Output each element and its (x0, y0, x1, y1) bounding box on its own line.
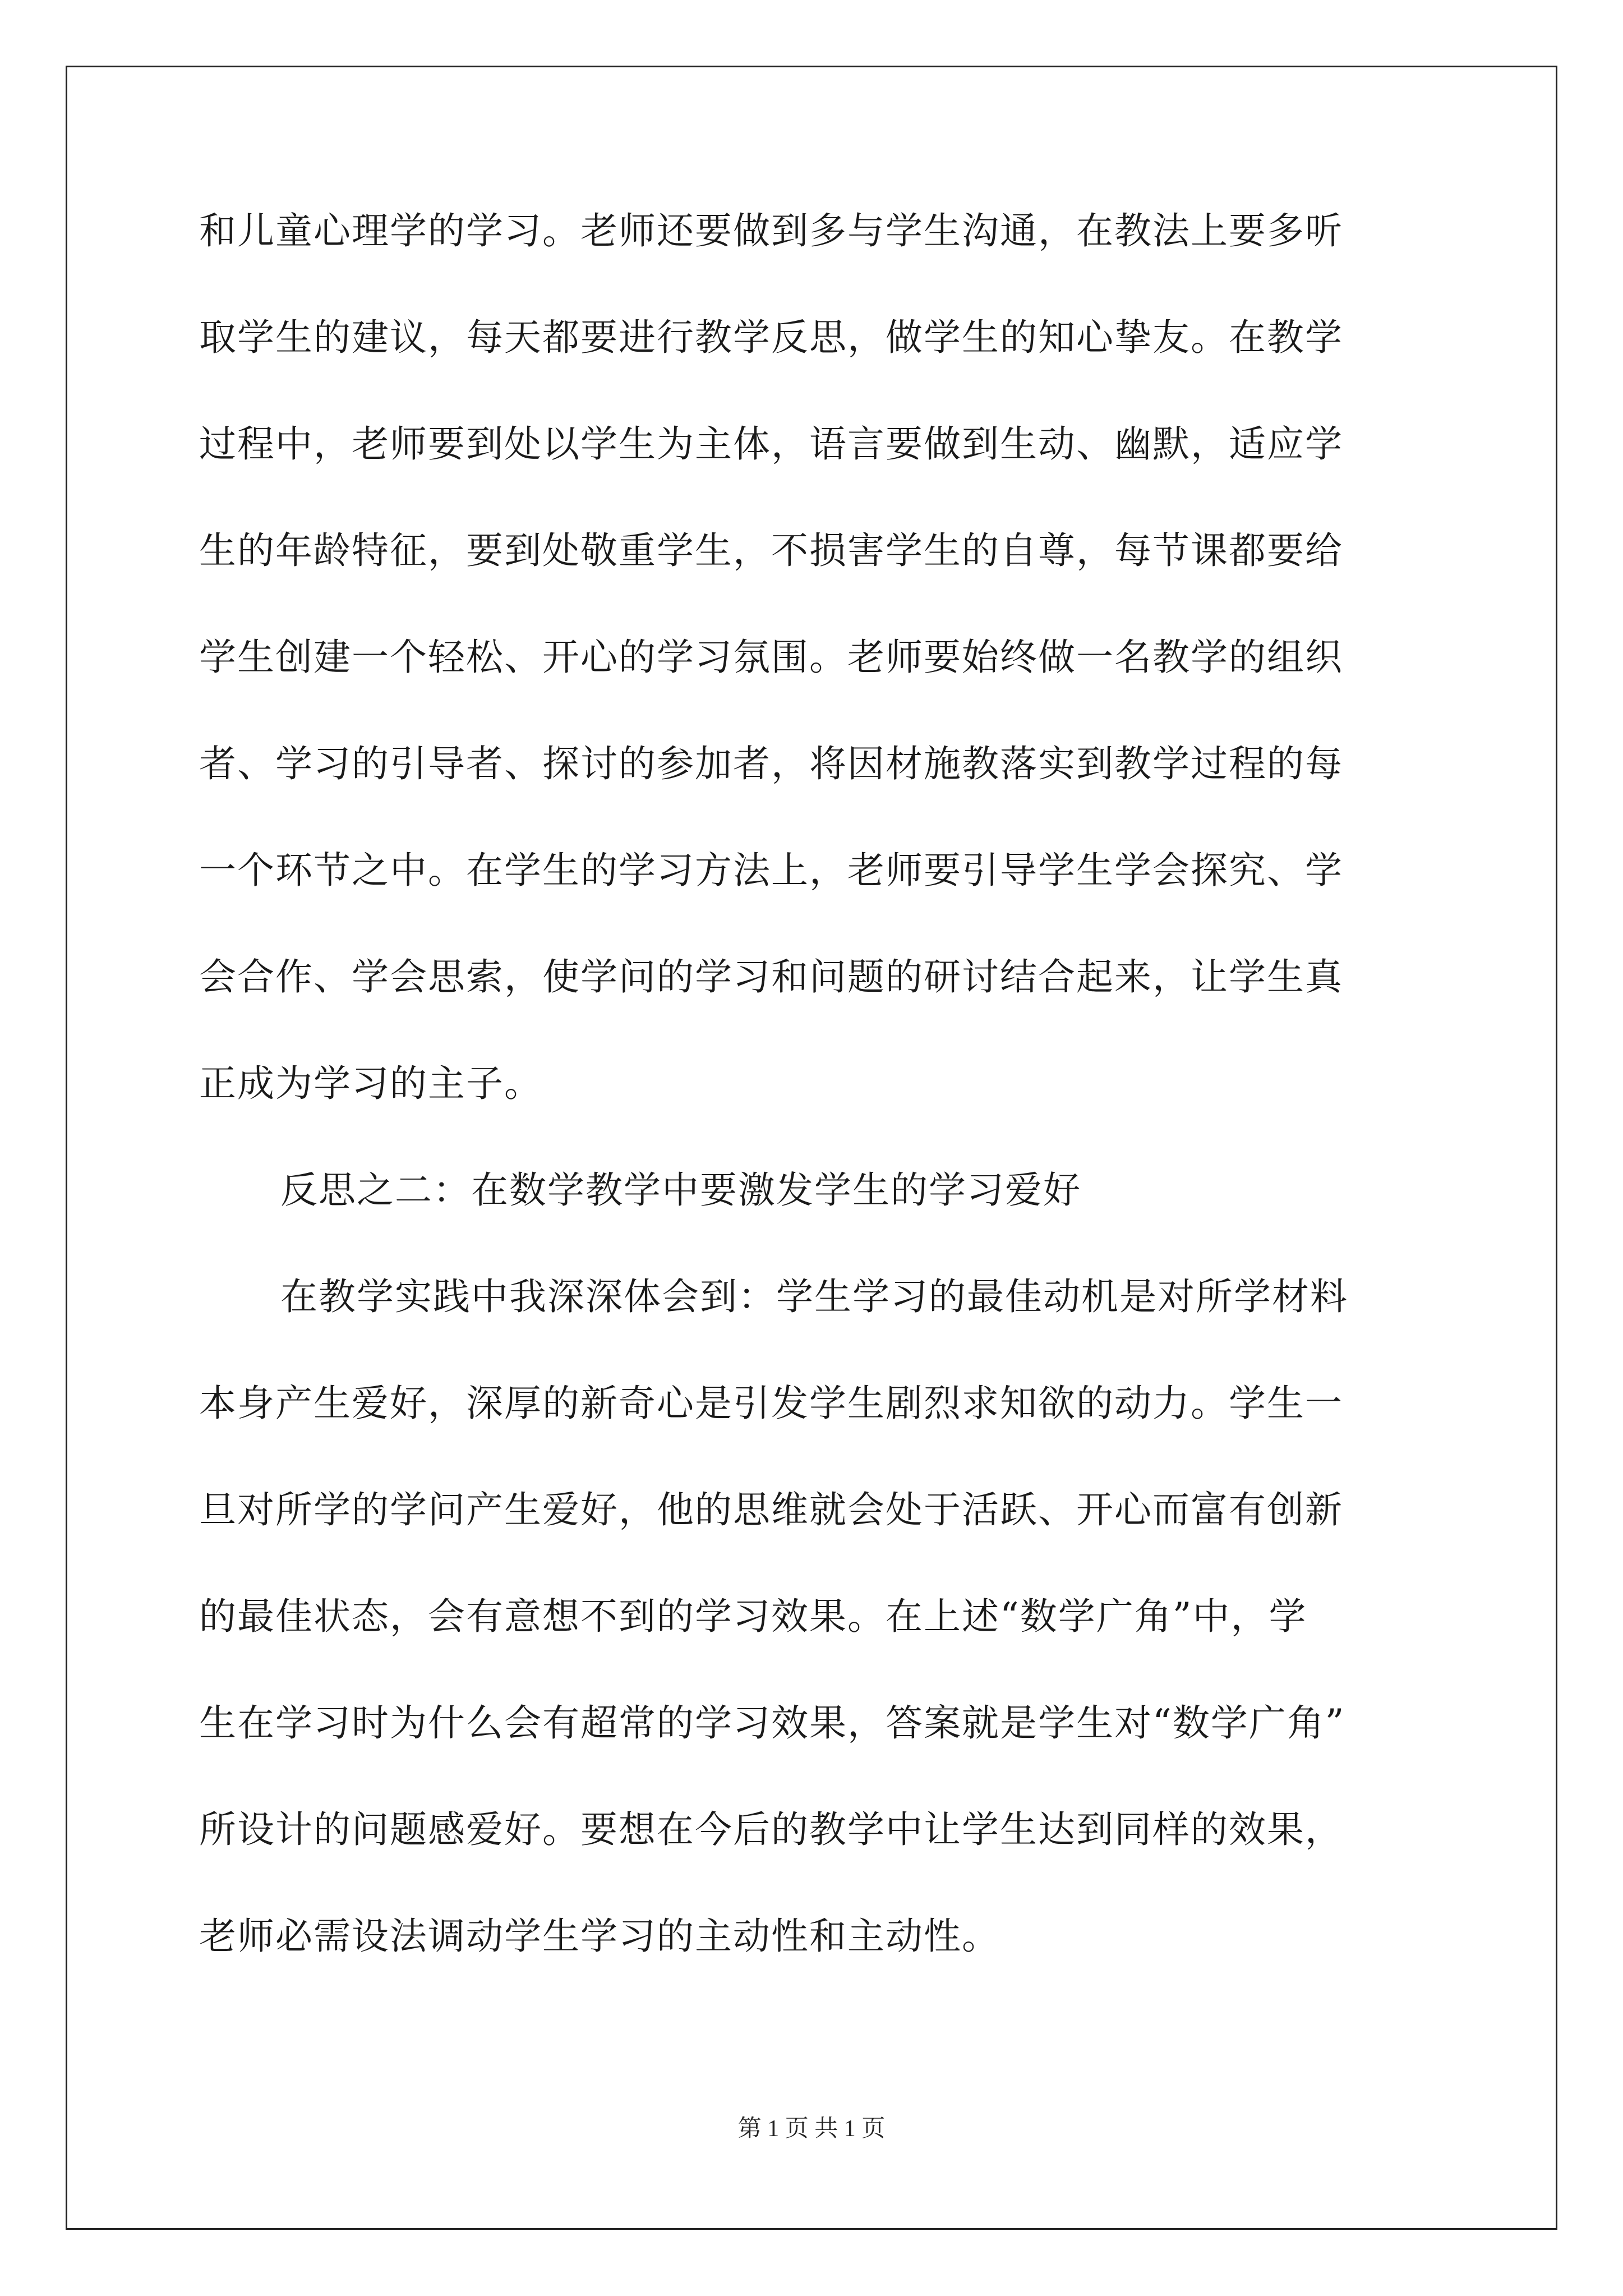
body-line-13: 旦对所学的学问产生爱好，他的思维就会处于活跃、开心而富有创新 (199, 1488, 1343, 1531)
body-line-11: 在教学实践中我深深体会到：学生学习的最佳动机是对所学材料 (280, 1275, 1348, 1318)
page-number-footer: 第 1 页 共 1 页 (737, 2116, 886, 2142)
body-line-7: 一个环节之中。在学生的学习方法上，老师要引导学生学会探究、学 (199, 849, 1343, 892)
body-line-14: 的最佳状态，会有意想不到的学习效果。在上述“数学广角”中，学 (199, 1595, 1307, 1638)
body-line-16: 所设计的问题感爱好。要想在今后的教学中让学生达到同样的效果， (199, 1808, 1343, 1851)
body-line-17: 老师必需设法调动学生学习的主动性和主动性。 (199, 1915, 1000, 1958)
body-line-9: 正成为学习的主子。 (199, 1062, 542, 1105)
body-line-6: 者、学习的引导者、探讨的参加者，将因材施教落实到教学过程的每 (199, 742, 1343, 785)
body-line-4: 生的年龄特征，要到处敬重学生，不损害学生的自尊，每节课都要给 (199, 529, 1343, 572)
body-line-5: 学生创建一个轻松、开心的学习氛围。老师要始终做一名教学的组织 (199, 636, 1343, 679)
body-line-3: 过程中，老师要到处以学生为主体，语言要做到生动、幽默，适应学 (199, 422, 1343, 466)
body-line-8: 会合作、学会思索，使学问的学习和问题的研讨结合起来，让学生真 (199, 955, 1343, 999)
body-line-2: 取学生的建议，每天都要进行教学反思，做学生的知心挚友。在教学 (199, 316, 1343, 359)
body-line-1: 和儿童心理学的学习。老师还要做到多与学生沟通，在教法上要多听 (199, 209, 1343, 252)
body-line-15: 生在学习时为什么会有超常的学习效果，答案就是学生对“数学广角” (199, 1701, 1345, 1745)
body-line-12: 本身产生爱好，深厚的新奇心是引发学生剧烈求知欲的动力。学生一 (199, 1382, 1343, 1425)
section-heading: 反思之二：在数学教学中要激发学生的学习爱好 (280, 1168, 1081, 1212)
page-frame (66, 66, 1557, 2230)
